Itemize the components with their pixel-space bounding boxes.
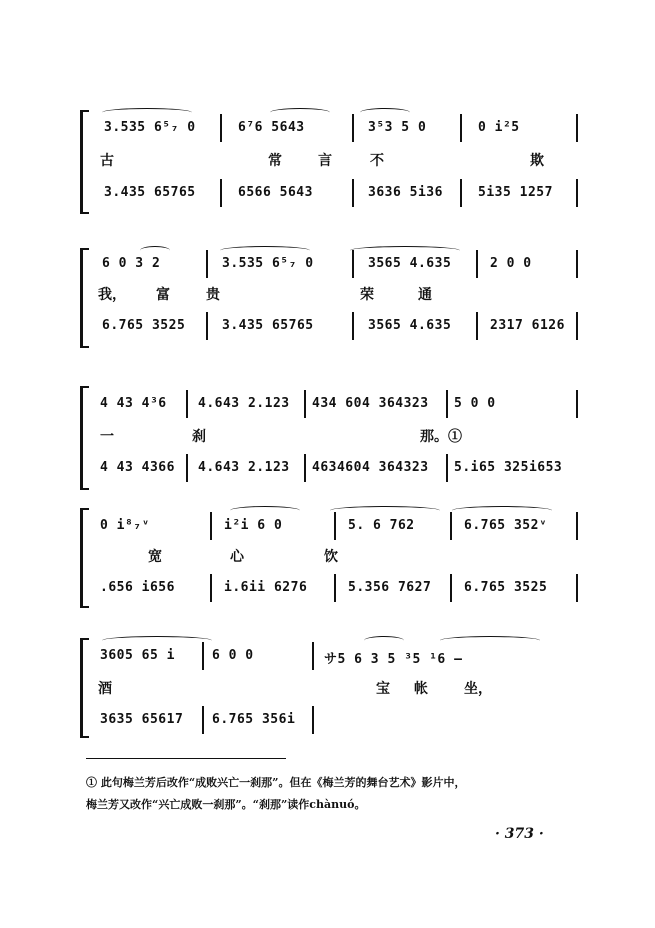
measure: 3605 65 i xyxy=(100,648,175,663)
score-system-2 xyxy=(80,240,580,350)
measure: 5 0 0 xyxy=(454,396,496,411)
lyric: 古 xyxy=(100,153,114,169)
measure: 0 i²5 xyxy=(478,120,520,135)
footnote-divider xyxy=(86,758,286,759)
lower-staff xyxy=(98,712,580,736)
measure: i.6ii 6276 xyxy=(224,580,308,595)
measure: 6566 5643 xyxy=(238,185,313,200)
upper-staff xyxy=(98,120,580,144)
lyrics-line xyxy=(98,426,580,448)
system-brace xyxy=(80,386,89,490)
upper-staff xyxy=(98,256,580,280)
system-brace xyxy=(80,638,89,738)
measure: 5i35 1257 xyxy=(478,185,553,200)
lower-staff xyxy=(98,185,580,209)
measure: 0 i⁸₇ᵛ xyxy=(100,518,150,533)
measure: 3565 4.635 xyxy=(368,318,452,333)
measure: 4 43 4³6 xyxy=(100,396,167,411)
measure: 4.643 2.123 xyxy=(198,396,290,411)
lyric: 帐 xyxy=(414,681,428,697)
measure: i²i 6 0 xyxy=(224,518,283,533)
upper-staff xyxy=(98,396,580,420)
lyrics-line xyxy=(98,284,580,306)
measure: 3⁵3 5 0 xyxy=(368,120,427,135)
measure: 434 604 364323 xyxy=(312,396,429,411)
lyrics-line xyxy=(98,678,580,700)
system-brace xyxy=(80,110,89,214)
lyric: 酒 xyxy=(98,681,112,697)
lower-staff xyxy=(98,460,580,484)
lyric: 不 xyxy=(370,153,384,169)
score-system-5 xyxy=(80,630,580,740)
score-system-3 xyxy=(80,380,580,490)
score-system-4 xyxy=(80,500,580,610)
lyric: 饮 xyxy=(324,549,338,565)
lyrics-line xyxy=(98,150,580,172)
footnote-line: ① 此句梅兰芳后改作“成败兴亡一刹那”。但在《梅兰芳的舞台艺术》影片中， xyxy=(86,776,466,789)
lyric: 欺 xyxy=(530,153,544,169)
lyric: 一 xyxy=(100,429,114,445)
upper-staff xyxy=(98,518,580,542)
lyric: 那。① xyxy=(420,429,462,445)
system-brace xyxy=(80,508,89,608)
measure: 6.765 3525 xyxy=(102,318,186,333)
lyric: 常 xyxy=(268,153,282,169)
system-brace xyxy=(80,248,89,348)
upper-staff xyxy=(98,648,580,672)
lyric: 富 xyxy=(156,287,170,303)
lyric: 我， xyxy=(98,287,126,303)
measure: 6.765 352ᵛ xyxy=(464,518,548,533)
measure: 3.435 65765 xyxy=(104,185,196,200)
lyric: 坐， xyxy=(464,681,492,697)
lyric: 荣 xyxy=(360,287,374,303)
score-system-1 xyxy=(80,100,580,220)
measure: 3565 4.635 xyxy=(368,256,452,271)
measure: 6⁷6 5643 xyxy=(238,120,305,135)
measure: 6 0 3 2 xyxy=(102,256,161,271)
measure: 3636 5i36 xyxy=(368,185,443,200)
measure: .656 i656 xyxy=(100,580,175,595)
measure: サ5 6 3 5 ³5 ¹6 – xyxy=(324,652,463,667)
measure: 4.643 2.123 xyxy=(198,460,290,475)
lower-staff xyxy=(98,318,580,342)
measure: 5.356 7627 xyxy=(348,580,432,595)
lyric: 贵 xyxy=(206,287,220,303)
measure: 5.i65 325i653 xyxy=(454,460,563,475)
footnote xyxy=(86,772,586,816)
measure: 4 43 4366 xyxy=(100,460,175,475)
page-number: · 373 · xyxy=(495,826,544,842)
measure: 4634604 364323 xyxy=(312,460,429,475)
measure: 6 0 0 xyxy=(212,648,254,663)
lyrics-line xyxy=(98,546,580,568)
measure: 3.435 65765 xyxy=(222,318,314,333)
measure: 6.765 356i xyxy=(212,712,296,727)
lyric: 刹 xyxy=(192,429,206,445)
lyric: 宝 xyxy=(376,681,390,697)
measure: 3.535 6⁵₇ 0 xyxy=(222,256,314,271)
measure: 2317 6126 xyxy=(490,318,565,333)
measure: 3.535 6⁵₇ 0 xyxy=(104,120,196,135)
lower-staff xyxy=(98,580,580,604)
measure: 3635 65617 xyxy=(100,712,184,727)
lyric: 心 xyxy=(230,549,244,565)
lyric: 言 xyxy=(318,153,332,169)
measure: 6.765 3525 xyxy=(464,580,548,595)
lyric: 宽 xyxy=(148,549,162,565)
measure: 5. 6 762 xyxy=(348,518,415,533)
footnote-line: 梅兰芳又改作“兴亡成败一刹那”。“刹那”读作chànuó。 xyxy=(86,798,366,811)
measure: 2 0 0 xyxy=(490,256,532,271)
lyric: 通 xyxy=(418,287,432,303)
